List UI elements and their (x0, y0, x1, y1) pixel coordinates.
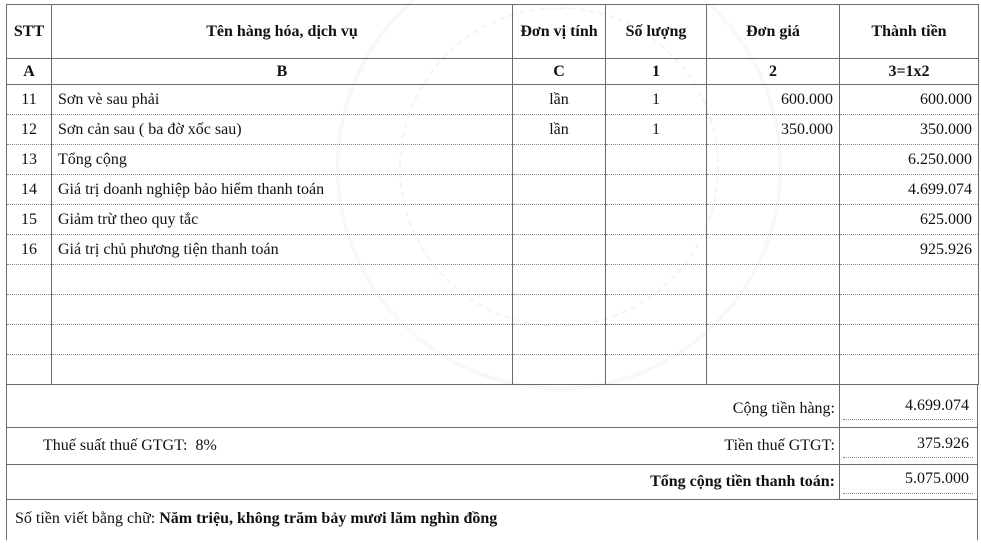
cell-name (52, 325, 513, 355)
table-row (7, 115, 979, 145)
code-stt: A (7, 59, 52, 85)
grand-total-label: Tổng cộng tiền thanh toán: (650, 473, 835, 490)
cell-unit (513, 295, 606, 325)
cell-stt: 11 (7, 85, 52, 115)
cell-unit: lần (513, 85, 606, 115)
cell-amount (840, 355, 979, 385)
amount-in-words-text (15, 510, 497, 528)
cell-amount: 625.000 (840, 205, 979, 235)
vat-rate-text (43, 437, 217, 455)
cell-stt: 16 (7, 235, 52, 265)
table-row (7, 85, 979, 115)
header-price: Đơn giá (707, 5, 840, 59)
table-row (7, 325, 979, 355)
cell-price (707, 325, 840, 355)
cell-unit (513, 175, 606, 205)
vat-value: 375.926 (917, 435, 969, 452)
cell-price (707, 355, 840, 385)
cell-unit (513, 205, 606, 235)
cell-qty (606, 235, 707, 265)
cell-price (707, 235, 840, 265)
cell-qty (606, 205, 707, 235)
cell-stt: 12 (7, 115, 52, 145)
code-amount: 3=1x2 (840, 59, 979, 85)
cell-qty: 1 (606, 115, 707, 145)
cell-name: Giá trị doanh nghiệp bảo hiểm thanh toán (52, 175, 513, 205)
cell-price (707, 265, 840, 295)
cell-qty (606, 145, 707, 175)
vat-label: Tiền thuế GTGT: (724, 437, 835, 454)
goods-total-value: 4.699.074 (905, 397, 969, 414)
cell-price (707, 205, 840, 235)
cell-amount: 350.000 (840, 115, 979, 145)
cell-name: Tổng cộng (52, 145, 513, 175)
cell-stt (7, 325, 52, 355)
cell-unit (513, 325, 606, 355)
table-row (7, 235, 979, 265)
cell-stt: 14 (7, 175, 52, 205)
cell-qty (606, 355, 707, 385)
cell-stt (7, 295, 52, 325)
cell-amount (840, 325, 979, 355)
cell-qty (606, 175, 707, 205)
cell-price: 600.000 (707, 85, 840, 115)
summary-block (6, 385, 978, 540)
cell-name (52, 355, 513, 385)
goods-total-row (6, 385, 978, 428)
grand-total-value: 5.075.000 (905, 470, 969, 487)
cell-unit (513, 235, 606, 265)
grand-total-row (6, 465, 978, 500)
words-label: Số tiền viết bằng chữ: (15, 510, 156, 527)
cell-amount (840, 295, 979, 325)
vat-rate-value: 8% (195, 437, 217, 454)
vat-rate-label: Thuế suất thuế GTGT: (43, 437, 188, 454)
cell-qty (606, 295, 707, 325)
cell-name: Giảm trừ theo quy tắc (52, 205, 513, 235)
table-row (7, 295, 979, 325)
cell-amount: 925.926 (840, 235, 979, 265)
table-row (7, 355, 979, 385)
header-qty: Số lượng (606, 5, 707, 59)
code-unit: C (513, 59, 606, 85)
items-table (6, 4, 979, 385)
cell-amount (840, 265, 979, 295)
cell-amount: 600.000 (840, 85, 979, 115)
cell-amount: 6.250.000 (840, 145, 979, 175)
code-qty: 1 (606, 59, 707, 85)
cell-amount: 4.699.074 (840, 175, 979, 205)
cell-stt: 15 (7, 205, 52, 235)
cell-qty (606, 325, 707, 355)
goods-total-label: Cộng tiền hàng: (732, 400, 835, 417)
cell-qty: 1 (606, 85, 707, 115)
cell-stt (7, 355, 52, 385)
cell-name (52, 265, 513, 295)
header-amount: Thành tiền (840, 5, 979, 59)
header-stt: STT (7, 5, 52, 59)
table-row (7, 175, 979, 205)
column-code-row (7, 59, 979, 85)
cell-price (707, 295, 840, 325)
cell-unit (513, 265, 606, 295)
cell-qty (606, 265, 707, 295)
cell-stt: 13 (7, 145, 52, 175)
cell-unit (513, 145, 606, 175)
cell-name: Giá trị chủ phương tiện thanh toán (52, 235, 513, 265)
cell-name (52, 295, 513, 325)
table-row (7, 145, 979, 175)
header-unit: Đơn vị tính (513, 5, 606, 59)
table-header-row (7, 5, 979, 59)
cell-unit (513, 355, 606, 385)
code-price: 2 (707, 59, 840, 85)
invoice-sheet (6, 4, 978, 544)
table-row (7, 205, 979, 235)
table-row (7, 265, 979, 295)
cell-price (707, 175, 840, 205)
header-name: Tên hàng hóa, dịch vụ (52, 5, 513, 59)
amount-in-words-row (6, 500, 978, 540)
vat-row (6, 428, 978, 465)
code-name: B (52, 59, 513, 85)
cell-name: Sơn cản sau ( ba đờ xốc sau) (52, 115, 513, 145)
cell-name: Sơn vè sau phải (52, 85, 513, 115)
cell-unit: lần (513, 115, 606, 145)
words-value: Năm triệu, không trăm bảy mươi lăm nghìn đồng (159, 510, 498, 527)
cell-price: 350.000 (707, 115, 840, 145)
cell-stt (7, 265, 52, 295)
cell-price (707, 145, 840, 175)
